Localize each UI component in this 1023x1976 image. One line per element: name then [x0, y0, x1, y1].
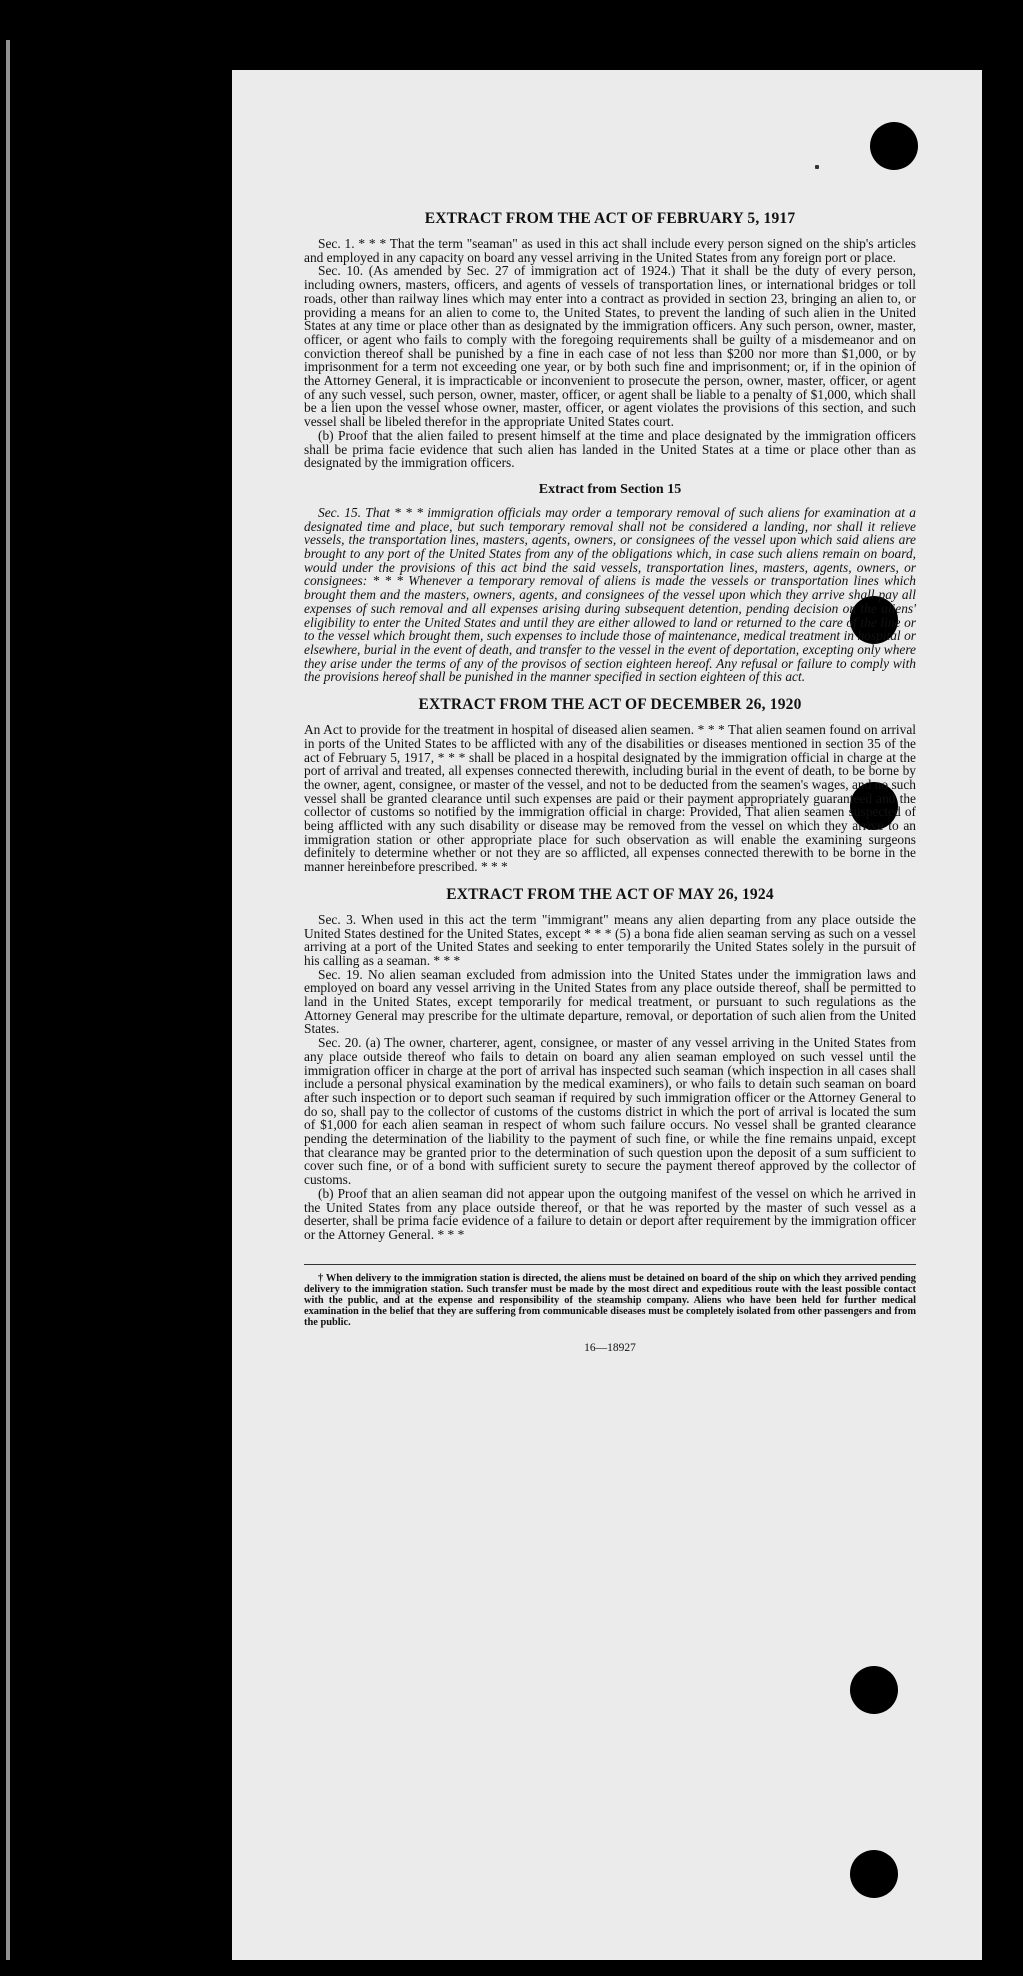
section-heading: EXTRACT FROM THE ACT OF FEBRUARY 5, 1917: [424, 210, 796, 227]
section-act-feb-1917: [304, 210, 916, 470]
document-text: [304, 210, 916, 1354]
section-act-may-1924: [304, 886, 916, 1242]
punch-hole-bottom: [850, 1850, 898, 1898]
form-code: 16—18927: [584, 1341, 636, 1354]
paragraph: Sec. 10. (As amended by Sec. 27 of immigration act of 1924.) That it shall be the duty of every person, including owners, masters, officers, and agents of vessels of transportation lines, or international bridges or toll roads, other than railway lines which may enter into a contract as provided in section 23, bringing an alien to, or providing a means for an alien to come to, the United States, to prevent the landing of such alien in the United States at any time or place other than as designated by the immigration officers. Any such person, owner, master, officer, or agent who fails to comply with the foregoing requirements shall be guilty of a misdemeanor and on conviction thereof shall be punished by a fine in each case of not less than $200 nor more than $1,000, or by imprisonment for a term not exceeding one year, or by both such fine and imprisonment; or, if in the opinion of the Attorney General, it is impracticable or inconvenient to prosecute the person, owner, master, officer, or agent of any such vessel, such person, owner, master, officer, or agent shall be liable to a penalty of $1,000, which shall be a lien upon the vessel whose owner, master, officer, or agent violates the provisions of this section, and such vessel shall be libeled therefor in the appropriate United States court.: [304, 263, 916, 430]
footnote-divider: [304, 1264, 916, 1265]
paragraph: (b) Proof that the alien failed to present himself at the time and place designated by the immigration officers shall be prima facie evidence that such alien has landed in the United States at a time or place other than as designated by the immigration officers.: [304, 427, 916, 471]
section-15-extract: [304, 482, 916, 684]
section-act-dec-1920: [304, 696, 916, 874]
paragraph: Sec. 1. * * * That the term "seaman" as used in this act shall include every person signed on the ship's articles and employed in any capacity on board any vessel arriving in the United States from any foreign port or place.: [304, 236, 916, 265]
paragraph: Sec. 15. That * * * immigration officials may order a temporary removal of such aliens for examination at a designated time and place, but such temporary removal shall not be considered a landing, nor shall it relieve vessels, the transportation lines, masters, agents, owners, or consignees of the vessel upon which said aliens are brought to any port of the United States from any of the obligations which, in case such aliens remain on board, would under the provisions of this act bind the said vessels, transportation lines, masters, agents, owners, or consignees: * * * Whenever a temporary removal of aliens is made the vessels or transportation lines which brought them and the masters, owners, agents, and consignees of the vessel upon which they arrive shall pay all expenses of such removal and all expenses arising during subsequent detention, pending decision on the aliens' eligibility to enter the United States and until they are either allowed to land or returned to the care of the line or to the vessel which brought them, such expenses to include those of maintenance, medical treatment in hospital or elsewhere, burial in the event of death, and transfer to the vessel in the event of deportation, excepting only where they arise under the terms of any of the provisos of section eighteen hereof. Any refusal or failure to comply with the provisions hereof shall be punished in the manner specified in section eighteen of this act.: [304, 504, 916, 685]
paragraph: Sec. 3. When used in this act the term "immigrant" means any alien departing from any place outside the United States destined for the United States, except * * * (5) a bona fide alien seaman serving as such on a vessel arriving at a port of the United States and seeking to enter temporarily the United States solely in the pursuit of his calling as a seaman. * * *: [304, 911, 916, 968]
punch-hole-lower: [850, 1666, 898, 1714]
paragraph: An Act to provide for the treatment in hospital of diseased alien seamen. * * * That alien seamen found on arrival in ports of the United States to be afflicted with any of the disabilities or diseases mentioned in section 35 of the act of February 5, 1917, * * * shall be placed in a hospital designated by the immigration official in charge at the port of arrival and treated, all expenses connected therewith, including burial in the event of death, to be borne by the owner, agent, consignee, or master of the vessel, and not to be deducted from the seamen's wages, and no such vessel shall be granted clearance until such expenses are paid or their payment appropriately guaranteed and the collector of customs so notified by the immigration official in charge: Provided, That alien seamen suspected of being afflicted with any such disability or disease may be removed from the vessel on which they arrive to an immigration station or other appropriate place for such observation as will enable the examining surgeons definitely to determine whether or not they are so afflicted, all expenses connected therewith to be borne in the manner hereinbefore prescribed. * * *: [304, 722, 916, 875]
page-mark: [815, 165, 819, 169]
section-heading: Extract from Section 15: [538, 481, 682, 497]
scanner-edge-line: [6, 40, 10, 1960]
footnote: [304, 1273, 916, 1328]
footnote-text: † When delivery to the immigration station is directed, the aliens must be detained on board of the ship on which they arrived pending delivery to the immigration station. Such transfer must be made by the most direct and expeditious route with the least possible contact with the public, and at the expense and responsibility of the steamship company. Aliens who have been held for further medical examination in the belief that they are suffering from communicable diseases must be completely isolated from other passengers and from the public.: [304, 1272, 916, 1328]
paragraph: (b) Proof that an alien seaman did not appear upon the outgoing manifest of the vessel on which he arrived in the United States from any place outside thereof, or that he was reported by the master of such vessel as a deserter, shall be prima facie evidence of a failure to detain or deport after requirement by the immigration officer or the Attorney General. * * *: [304, 1185, 916, 1242]
document-page: [232, 70, 982, 1960]
section-heading: EXTRACT FROM THE ACT OF MAY 26, 1924: [446, 885, 774, 903]
section-heading: EXTRACT FROM THE ACT OF DECEMBER 26, 1920: [418, 696, 802, 714]
paragraph: Sec. 19. No alien seaman excluded from admission into the United States under the immigration laws and employed on board any vessel arriving in the United States from any place outside thereof, shall be permitted to land in the United States, except temporarily for medical treatment, or pursuant to such regulations as the Attorney General may prescribe for the ultimate departure, removal, or deportation of such alien from the United States.: [304, 966, 916, 1037]
paragraph: Sec. 20. (a) The owner, charterer, agent, consignee, or master of any vessel arriving in the United States from any place outside thereof who fails to detain on board any alien seaman employed on such vessel until the immigration officer in charge at the port of arrival has inspected such seaman (which inspection in all cases shall include a personal physical examination by the medical examiners), or who fails to detain such seaman on board after such inspection or to deport such seaman if required by such immigration officer or the Attorney General to do so, shall pay to the collector of customs of the customs district in which the port of arrival is located the sum of $1,000 for each alien seaman in respect of whom such failure occurs. No vessel shall be granted clearance pending the determination of the liability to the payment of such fine, or while the fine remains unpaid, except that clearance may be granted prior to the determination of such question upon the deposit of a sum sufficient to cover such fine, or of a bond with sufficient surety to secure the payment thereof approved by the collector of customs.: [304, 1035, 916, 1188]
punch-hole-top: [870, 122, 918, 170]
